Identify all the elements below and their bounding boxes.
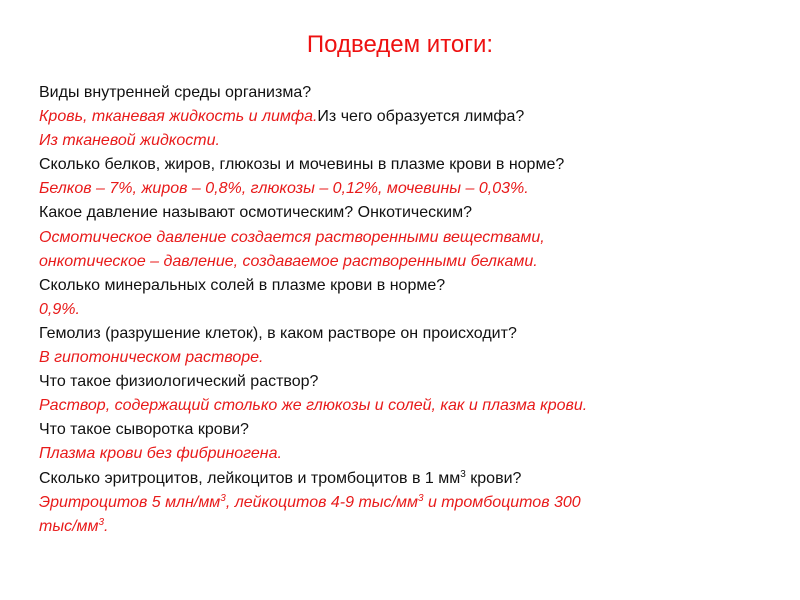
answer-5: 0,9%. xyxy=(39,300,80,318)
question-7: Что такое физиологический раствор? xyxy=(39,373,319,391)
question-4: Какое давление называют осмотическим? Онкотическим? xyxy=(39,204,472,222)
answer-7: Раствор, содержащий столько же глюкозы и солей, как и плазма крови. xyxy=(39,397,588,415)
question-3: Сколько белков, жиров, глюкозы и мочевины в плазме крови в норме? xyxy=(39,156,565,174)
answer-4-line-1: Осмотическое давление создается растворенными веществами, xyxy=(39,228,545,246)
answer-1-question-2-line xyxy=(39,105,784,129)
question-1: Виды внутренней среды организма? xyxy=(39,84,312,101)
question-2: Из чего образуется лимфа? xyxy=(317,108,525,126)
answer-9-line-2-superscript: 3 xyxy=(98,516,105,528)
question-9 xyxy=(39,467,784,491)
question-6: Гемолиз (разрушение клеток), в каком растворе он происходит? xyxy=(39,324,517,342)
answer-2: Из тканевой жидкости. xyxy=(39,132,220,150)
question-9-text-2: крови? xyxy=(465,469,522,487)
answer-9-text-2: , лейкоцитов 4-9 тыс/мм xyxy=(225,493,418,511)
answer-8: Плазма крови без фибриногена. xyxy=(39,445,282,463)
answer-9-line-2 xyxy=(39,515,784,539)
answer-9-text-3: и тромбоцитов 300 xyxy=(423,493,581,511)
answer-4-line-2: онкотическое – давление, создаваемое растворенными белками. xyxy=(39,252,538,270)
answer-1: Кровь, тканевая жидкость и лимфа. xyxy=(39,108,318,126)
answer-9-line-1 xyxy=(39,491,784,515)
answer-9-text-1: Эритроцитов 5 млн/мм xyxy=(39,493,221,511)
qa-content xyxy=(39,81,784,539)
answer-9-line-2-text-1: тыс/мм xyxy=(39,517,99,535)
answer-9-superscript-1: 3 xyxy=(220,492,226,504)
answer-3: Белков – 7%, жиров – 0,8%, глюкозы – 0,12%, мочевины – 0,03%. xyxy=(39,180,529,198)
question-9-text-1: Сколько эритроцитов, лейкоцитов и тромбоцитов в 1 мм xyxy=(39,469,461,487)
answer-9-superscript-2: 3 xyxy=(417,492,424,504)
answer-9-line-2-text-2: . xyxy=(104,517,109,535)
answer-6: В гипотоническом растворе. xyxy=(39,349,264,367)
question-9-superscript: 3 xyxy=(460,468,466,480)
slide-title: Подведем итоги: xyxy=(306,31,494,58)
question-5: Сколько минеральных солей в плазме крови в норме? xyxy=(39,276,446,294)
question-8: Что такое сыворотка крови? xyxy=(39,421,249,439)
